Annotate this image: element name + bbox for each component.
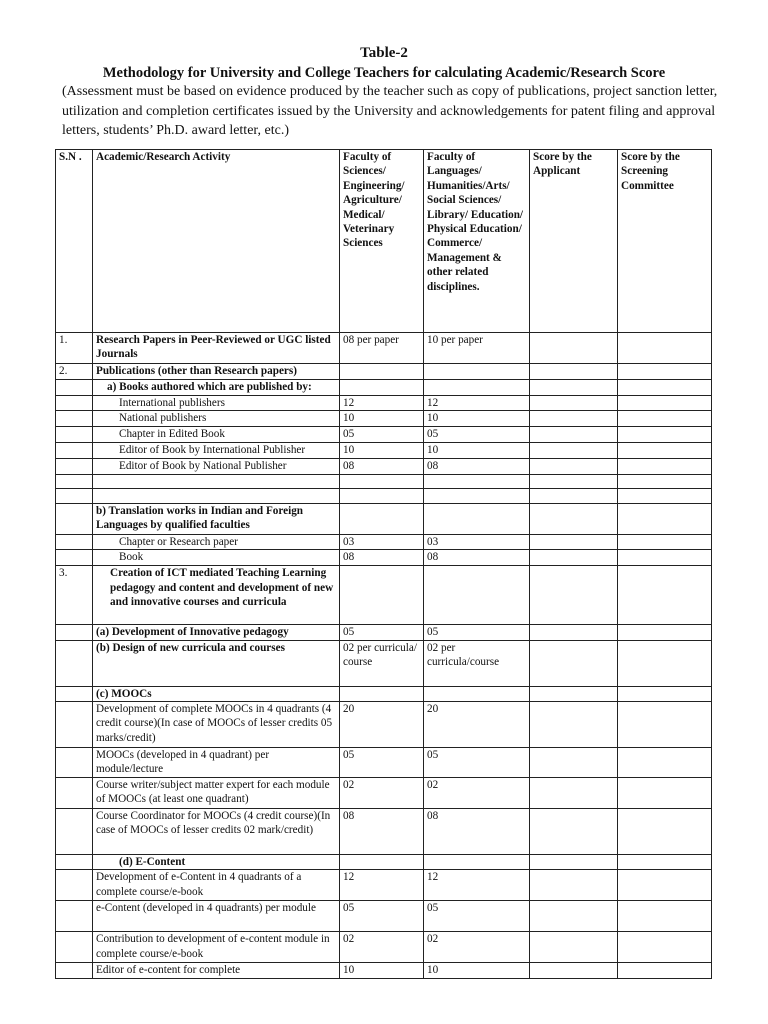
table-row [56,702,712,748]
table-row [56,625,712,640]
row-applicant-score [530,550,618,566]
row-languages-score [424,380,530,396]
row-applicant-score [530,778,618,809]
row-committee-score [618,364,712,380]
row-sciences-score [340,503,424,534]
row-languages-score [424,474,530,488]
row-serial-number [56,702,93,748]
table-row [56,686,712,701]
table-row [56,503,712,534]
table-row [56,809,712,855]
assessment-note: (Assessment must be based on evidence produced by the teacher such as copy of publications, project sanction letter, utilization and completion certificates issued by the University and acknowledgements for patent filing and approval letters, students’ Ph.D. award letter, etc.) [62,84,718,138]
row-activity: Chapter in Edited Book [93,427,340,442]
table-row [56,566,712,625]
row-languages-score: 03 [424,534,530,549]
row-languages-score: 08 [424,458,530,474]
row-applicant-score [530,932,618,963]
row-sciences-score: 05 [340,901,424,932]
row-committee-score [618,963,712,979]
table-row [56,534,712,549]
row-applicant-score [530,870,618,901]
row-sciences-score: 02 [340,932,424,963]
row-committee-score [618,333,712,364]
row-applicant-score [530,333,618,364]
row-activity [93,488,340,503]
row-committee-score [618,411,712,427]
row-activity: Editor of Book by National Publisher [93,458,340,474]
row-sciences-score: 05 [340,748,424,778]
row-applicant-score [530,396,618,411]
table-header-row [56,150,712,333]
row-serial-number: 3. [56,566,93,625]
row-serial-number [56,411,93,427]
row-committee-score [618,870,712,901]
row-committee-score [618,503,712,534]
row-sciences-score: 08 [340,809,424,855]
row-activity: Research Papers in Peer-Reviewed or UGC listed Journals [93,333,340,364]
table-row [56,550,712,566]
table-row [56,458,712,474]
row-activity: (a) Development of Innovative pedagogy [93,625,340,640]
row-sciences-score: 03 [340,534,424,549]
row-serial-number [56,534,93,549]
document-title: Methodology for University and College Teachers for calculating Academic/Research Score [102,65,666,81]
table-label: Table-2 [360,45,408,61]
row-serial-number [56,748,93,778]
row-languages-score [424,503,530,534]
table-row [56,778,712,809]
row-sciences-score: 08 per paper [340,333,424,364]
row-committee-score [618,702,712,748]
row-languages-score: 10 [424,442,530,458]
table-row [56,442,712,458]
row-activity: Contribution to development of e-content module in complete course/e-book [93,932,340,963]
row-activity: Creation of ICT mediated Teaching Learning pedagogy and content and development of new and innovative courses and curricula [93,566,340,625]
row-languages-score: 05 [424,901,530,932]
table-row [56,963,712,979]
row-languages-score: 10 per paper [424,333,530,364]
row-sciences-score: 08 [340,458,424,474]
row-sciences-score: 05 [340,625,424,640]
row-committee-score [618,396,712,411]
row-applicant-score [530,625,618,640]
table-row [56,333,712,364]
table-row [56,640,712,686]
row-applicant-score [530,534,618,549]
row-languages-score [424,566,530,625]
table-row [56,364,712,380]
row-languages-score: 20 [424,702,530,748]
header-activity: Academic/Research Activity [93,150,340,333]
row-sciences-score [340,474,424,488]
row-serial-number [56,901,93,932]
row-sciences-score: 10 [340,963,424,979]
table-row [56,932,712,963]
row-sciences-score [340,364,424,380]
row-activity: Chapter or Research paper [93,534,340,549]
row-activity: (b) Design of new curricula and courses [93,640,340,686]
row-languages-score: 12 [424,870,530,901]
row-activity: Publications (other than Research papers) [93,364,340,380]
table-row [56,855,712,870]
row-sciences-score [340,686,424,701]
row-applicant-score [530,380,618,396]
row-committee-score [618,566,712,625]
row-committee-score [618,855,712,870]
table-row [56,427,712,442]
row-serial-number [56,855,93,870]
row-committee-score [618,748,712,778]
row-committee-score [618,686,712,701]
header-sciences: Faculty of Sciences/ Engineering/ Agriculture/ Medical/ Veterinary Sciences [340,150,424,333]
row-languages-score: 02 [424,778,530,809]
row-serial-number [56,640,93,686]
row-sciences-score [340,566,424,625]
row-serial-number [56,442,93,458]
row-applicant-score [530,488,618,503]
score-table [55,149,712,979]
row-activity: National publishers [93,411,340,427]
row-activity: International publishers [93,396,340,411]
row-committee-score [618,640,712,686]
row-serial-number [56,550,93,566]
row-serial-number [56,778,93,809]
row-serial-number [56,427,93,442]
row-sciences-score: 10 [340,411,424,427]
row-committee-score [618,901,712,932]
row-languages-score [424,364,530,380]
row-serial-number: 2. [56,364,93,380]
row-sciences-score [340,380,424,396]
row-committee-score [618,778,712,809]
header-applicant-score: Score by the Applicant [530,150,618,333]
row-serial-number [56,686,93,701]
row-serial-number [56,625,93,640]
row-languages-score: 10 [424,963,530,979]
row-applicant-score [530,963,618,979]
row-applicant-score [530,901,618,932]
row-activity: (c) MOOCs [93,686,340,701]
row-applicant-score [530,364,618,380]
row-languages-score [424,686,530,701]
row-sciences-score [340,488,424,503]
row-applicant-score [530,809,618,855]
row-sciences-score: 08 [340,550,424,566]
row-languages-score: 12 [424,396,530,411]
row-applicant-score [530,855,618,870]
table-row [56,488,712,503]
row-languages-score [424,855,530,870]
row-committee-score [618,488,712,503]
row-sciences-score: 20 [340,702,424,748]
row-committee-score [618,809,712,855]
row-languages-score: 02 per curricula/course [424,640,530,686]
table-row [56,870,712,901]
row-committee-score [618,932,712,963]
row-committee-score [618,625,712,640]
row-committee-score [618,534,712,549]
row-committee-score [618,427,712,442]
row-activity: Course Coordinator for MOOCs (4 credit course)(In case of MOOCs of lesser credits 02 mark/credit) [93,809,340,855]
header-committee-score: Score by the Screening Committee [618,150,712,333]
row-committee-score [618,442,712,458]
row-serial-number [56,380,93,396]
row-activity: Editor of e-content for complete [93,963,340,979]
row-languages-score: 08 [424,550,530,566]
row-languages-score: 05 [424,625,530,640]
row-serial-number [56,503,93,534]
row-applicant-score [530,702,618,748]
row-serial-number [56,809,93,855]
row-committee-score [618,380,712,396]
table-row [56,748,712,778]
row-sciences-score: 02 [340,778,424,809]
row-activity: e-Content (developed in 4 quadrants) per module [93,901,340,932]
row-activity: a) Books authored which are published by: [93,380,340,396]
row-languages-score [424,488,530,503]
row-serial-number [56,488,93,503]
row-committee-score [618,458,712,474]
row-serial-number [56,870,93,901]
row-committee-score [618,474,712,488]
row-serial-number [56,396,93,411]
row-activity: (d) E-Content [93,855,340,870]
table-row [56,474,712,488]
row-applicant-score [530,748,618,778]
row-sciences-score: 02 per curricula/ course [340,640,424,686]
row-serial-number [56,458,93,474]
row-serial-number [56,932,93,963]
row-sciences-score [340,855,424,870]
row-applicant-score [530,427,618,442]
row-activity: Development of e-Content in 4 quadrants of a complete course/e-book [93,870,340,901]
row-sciences-score: 12 [340,870,424,901]
row-sciences-score: 05 [340,427,424,442]
row-languages-score: 10 [424,411,530,427]
row-sciences-score: 12 [340,396,424,411]
row-committee-score [618,550,712,566]
row-activity: b) Translation works in Indian and Foreign Languages by qualified faculties [93,503,340,534]
row-activity [93,474,340,488]
row-activity: Development of complete MOOCs in 4 quadrants (4 credit course)(In case of MOOCs of lesser credits 05 marks/credit) [93,702,340,748]
row-languages-score: 08 [424,809,530,855]
row-activity: MOOCs (developed in 4 quadrant) per module/lecture [93,748,340,778]
row-applicant-score [530,411,618,427]
row-languages-score: 02 [424,932,530,963]
table-row [56,396,712,411]
row-languages-score: 05 [424,427,530,442]
row-applicant-score [530,442,618,458]
row-applicant-score [530,458,618,474]
row-applicant-score [530,566,618,625]
table-row [56,380,712,396]
row-applicant-score [530,640,618,686]
table-row [56,901,712,932]
row-applicant-score [530,474,618,488]
row-languages-score: 05 [424,748,530,778]
row-activity: Course writer/subject matter expert for each module of MOOCs (at least one quadrant) [93,778,340,809]
row-serial-number: 1. [56,333,93,364]
header-sn: S.N . [56,150,93,333]
row-activity: Book [93,550,340,566]
row-activity: Editor of Book by International Publisher [93,442,340,458]
row-applicant-score [530,503,618,534]
row-serial-number [56,963,93,979]
row-applicant-score [530,686,618,701]
row-serial-number [56,474,93,488]
table-row [56,411,712,427]
row-sciences-score: 10 [340,442,424,458]
header-languages: Faculty of Languages/ Humanities/Arts/ Social Sciences/ Library/ Education/ Physical Education/ Commerce/ Management & other related disciplines. [424,150,530,333]
